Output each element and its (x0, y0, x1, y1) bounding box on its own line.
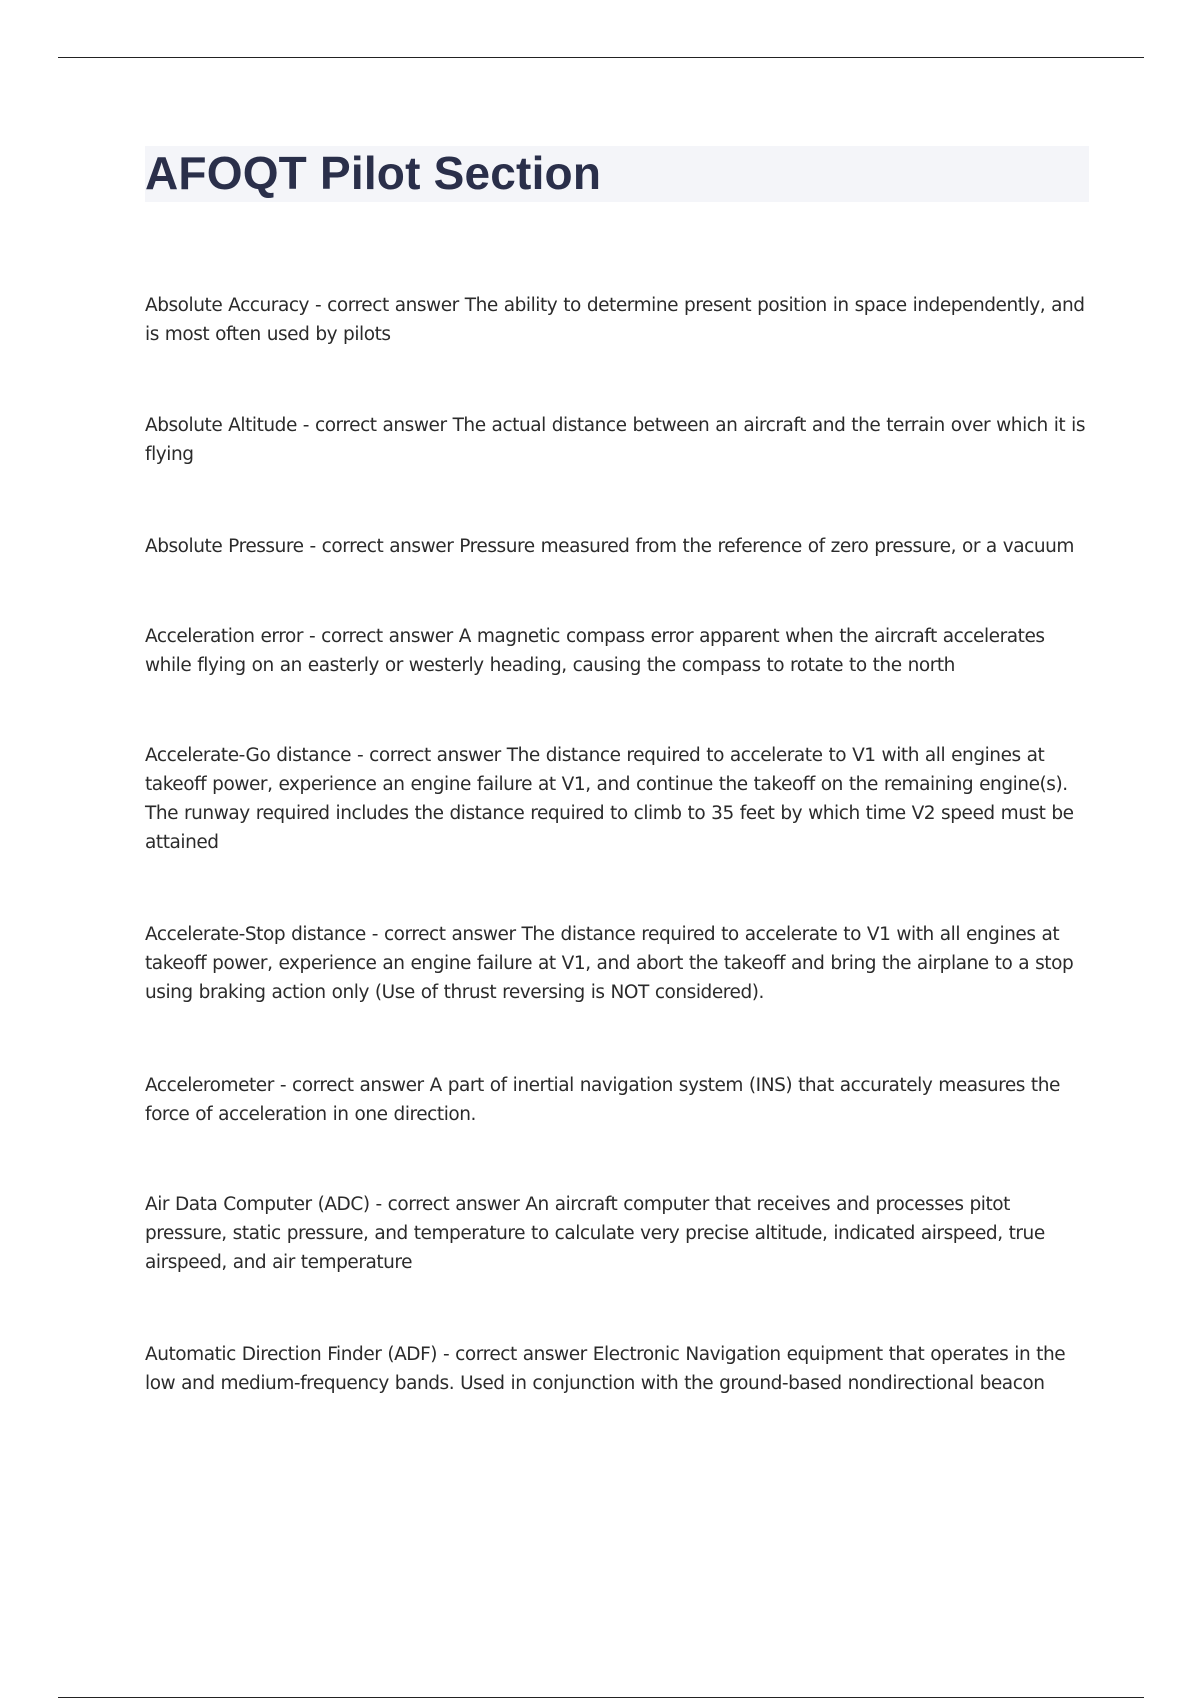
entry-absolute-altitude: Absolute Altitude - correct answer The actual distance between an aircraft and the terrain over which it is flying (145, 415, 1086, 465)
entry-accelerate-go-distance: Accelerate-Go distance - correct answer The distance required to accelerate to V1 with all engines at takeoff power, experience an engine failure at V1, and continue the takeoff on the remaining engine(s). The runway required includes the distance required to climb to 35 feet by which time V2 speed must be attained (145, 745, 1074, 853)
entry-accelerometer: Accelerometer - correct answer A part of inertial navigation system (INS) that accurately measures the force of acceleration in one direction. (145, 1075, 1060, 1125)
entry-automatic-direction-finder: Automatic Direction Finder (ADF) - correct answer Electronic Navigation equipment that operates in the low and medium-frequency bands. Used in conjunction with the ground-based nondirectional beacon (145, 1344, 1066, 1394)
bottom-rule (58, 1697, 1144, 1698)
entry-air-data-computer: Air Data Computer (ADC) - correct answer An aircraft computer that receives and processes pitot pressure, static pressure, and temperature to calculate very precise altitude, indicated airspeed, true airspeed, and air temperature (145, 1194, 1045, 1273)
page-title: AFOQT Pilot Section (145, 147, 602, 199)
entry-absolute-accuracy: Absolute Accuracy - correct answer The ability to determine present position in space independently, and is most often used by pilots (145, 295, 1085, 345)
entry-absolute-pressure: Absolute Pressure - correct answer Pressure measured from the reference of zero pressure, or a vacuum (145, 536, 1074, 557)
entry-accelerate-stop-distance: Accelerate-Stop distance - correct answer The distance required to accelerate to V1 with all engines at takeoff power, experience an engine failure at V1, and abort the takeoff and bring the airplane to a stop using braking action only (Use of thrust reversing is NOT considered). (145, 924, 1074, 1003)
entry-acceleration-error: Acceleration error - correct answer A magnetic compass error apparent when the aircraft accelerates while flying on an easterly or westerly heading, causing the compass to rotate to the north (145, 626, 1045, 676)
top-rule (58, 57, 1144, 58)
